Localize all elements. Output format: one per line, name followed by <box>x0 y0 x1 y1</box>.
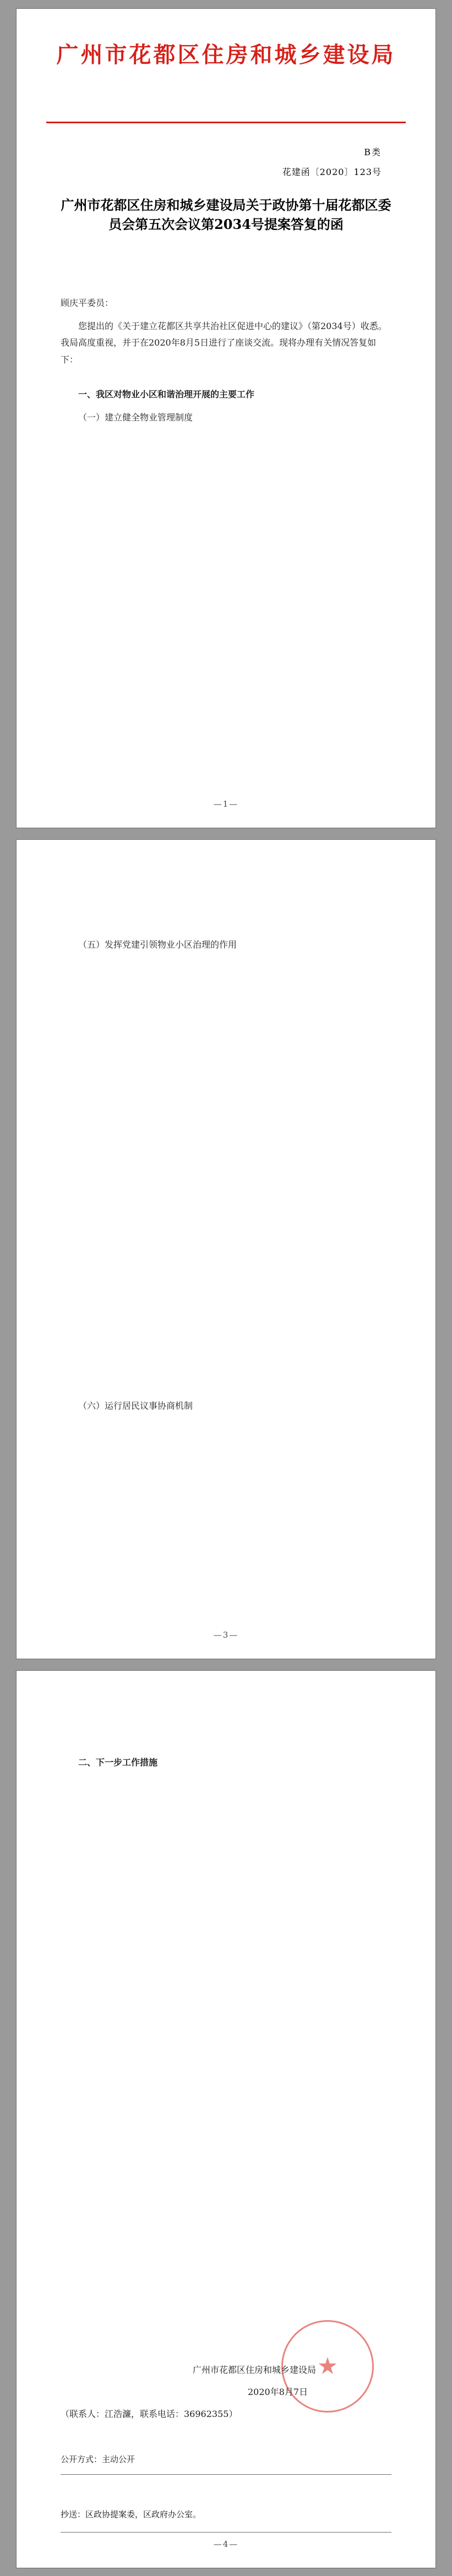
signoff-organization: 广州市花都区住房和城乡建设局 <box>193 2365 317 2375</box>
subsection-six-heading: （六）运行居民议事协商机制 <box>78 1401 193 1411</box>
subsection-five-heading: （五）发挥党建引领物业小区治理的作用 <box>78 939 237 950</box>
page-sheet-2 <box>17 840 435 1659</box>
footer-divider-bottom <box>61 2532 391 2533</box>
page-number: —1— <box>213 799 239 809</box>
disclosure-method: 公开方式：主动公开 <box>61 2454 135 2464</box>
organization-header: 广州市花都区住房和城乡建设局 <box>56 42 396 68</box>
section-one-heading: 一、我区对物业小区和谐治理开展的主要工作 <box>78 389 255 400</box>
document-number: 花建函〔2020〕123号 <box>282 167 382 177</box>
page-sheet-3 <box>17 1671 435 2568</box>
page-sheet-1 <box>17 9 435 828</box>
header-red-rule <box>46 122 406 123</box>
subsection-one-heading: （一）建立健全物业管理制度 <box>78 412 193 423</box>
opening-paragraph: 您提出的《关于建立花都区共享共治社区促进中心的建议》（第2034号）收悉。我局高度重视，并于在2020年8月5日进行了座谈交流。现将办理有关情况答复如下： <box>61 321 387 365</box>
signoff-date: 2020年8月7日 <box>248 2387 308 2397</box>
footer-divider-top <box>61 2474 391 2475</box>
salutation: 顾庆平委员： <box>61 298 114 308</box>
page-number: —4— <box>213 2539 239 2549</box>
copy-to: 抄送：区政协提案委，区政府办公室。 <box>61 2509 202 2519</box>
document-category: B类 <box>364 147 382 157</box>
page-number: —3— <box>213 1630 239 1640</box>
signoff-contact: （联系人：江浩濂，联系电话：36962355） <box>61 2409 238 2419</box>
section-two-heading: 二、下一步工作措施 <box>78 1757 158 1768</box>
document-title: 广州市花都区住房和城乡建设局关于政协第十届花都区委员会第五次会议第2034号提案答复的函 <box>61 197 391 232</box>
